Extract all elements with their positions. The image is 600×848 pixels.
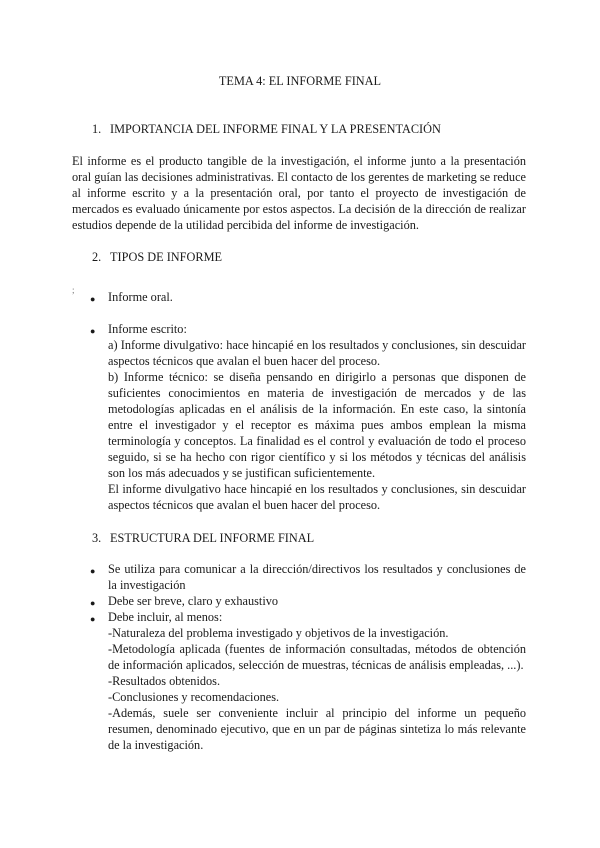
- sub-paragraph: a) Informe divulgativo: hace hincapié en los resultados y conclusiones, sin descuidar aspectos técnicos que avalan el buen hacer del proceso.: [108, 338, 526, 368]
- section-2-title: TIPOS DE INFORME: [110, 250, 223, 264]
- section-3-heading: [92, 530, 314, 546]
- list-item: Debe incluir, al menos:: [108, 610, 223, 624]
- list-item: Informe escrito:: [108, 322, 187, 336]
- list-item: Se utiliza para comunicar a la dirección/directivos los resultados y conclusiones de la investigación: [108, 562, 526, 592]
- sub-item: -Naturaleza del problema investigado y objetivos de la investigación.: [108, 626, 449, 640]
- section-3-number: 3.: [92, 531, 102, 545]
- sub-item: -Resultados obtenidos.: [108, 674, 221, 688]
- bullet-icon: ●: [90, 566, 96, 576]
- section-1-paragraph: El informe es el producto tangible de la investigación, el informe junto a la presentación oral guían las decisiones administrativas. El contacto de los gerentes de marketing se reduce al informe escrito y a la presentación oral, por tanto el proyecto de investigación de mercados es evaluado únicamente por estos aspectos. La decisión de la dirección de realizar estudios depende de la utilidad percibida del informe de investigación.: [72, 154, 526, 232]
- sub-paragraph: b) Informe técnico: se diseña pensando en dirigirlo a personas que disponen de suficientes conocimientos en materia de investigación de mercados y de las metodologías aplicadas en el análisis de la información. En este caso, la sintonía entre el investigador y el receptor es máxima pues ambos emplean la misma terminología y conceptos. La finalidad es el control y evaluación de todo el proceso seguido, si se ha hecho con rigor científico y si los métodos y técnicas del análisis son los más adecuados y se justifican suficientemente.: [108, 370, 526, 480]
- sub-item: -Conclusiones y recomendaciones.: [108, 690, 280, 704]
- section-1-heading: [92, 121, 441, 137]
- bullet-icon: ●: [90, 598, 96, 608]
- section-1-number: 1.: [92, 122, 102, 136]
- bullet-icon: ●: [90, 614, 96, 624]
- bullet-icon: ●: [90, 326, 96, 336]
- section-3-title: ESTRUCTURA DEL INFORME FINAL: [110, 531, 315, 545]
- document-title: TEMA 4: EL INFORME FINAL: [218, 74, 382, 88]
- section-1-title: IMPORTANCIA DEL INFORME FINAL Y LA PRESENTACIÓN: [110, 122, 441, 136]
- bullet-icon: ●: [90, 294, 96, 304]
- list-item: Debe ser breve, claro y exhaustivo: [108, 594, 279, 608]
- stray-marker: ;: [72, 285, 75, 295]
- section-2-heading: [92, 249, 222, 265]
- sub-paragraph: El informe divulgativo hace hincapié en los resultados y conclusiones, sin descuidar aspectos técnicos que avalan el buen hacer del proceso.: [108, 482, 526, 512]
- sub-item: -Además, suele ser conveniente incluir al principio del informe un pequeño resumen, denominado ejecutivo, que en un par de páginas sintetiza lo más relevante de la investigación.: [108, 706, 526, 752]
- list-item: Informe oral.: [108, 290, 173, 304]
- section-2-number: 2.: [92, 250, 102, 264]
- sub-item: -Metodología aplicada (fuentes de información consultadas, métodos de obtención de información aplicados, selección de muestras, técnicas de análisis empleadas, ...).: [108, 642, 526, 672]
